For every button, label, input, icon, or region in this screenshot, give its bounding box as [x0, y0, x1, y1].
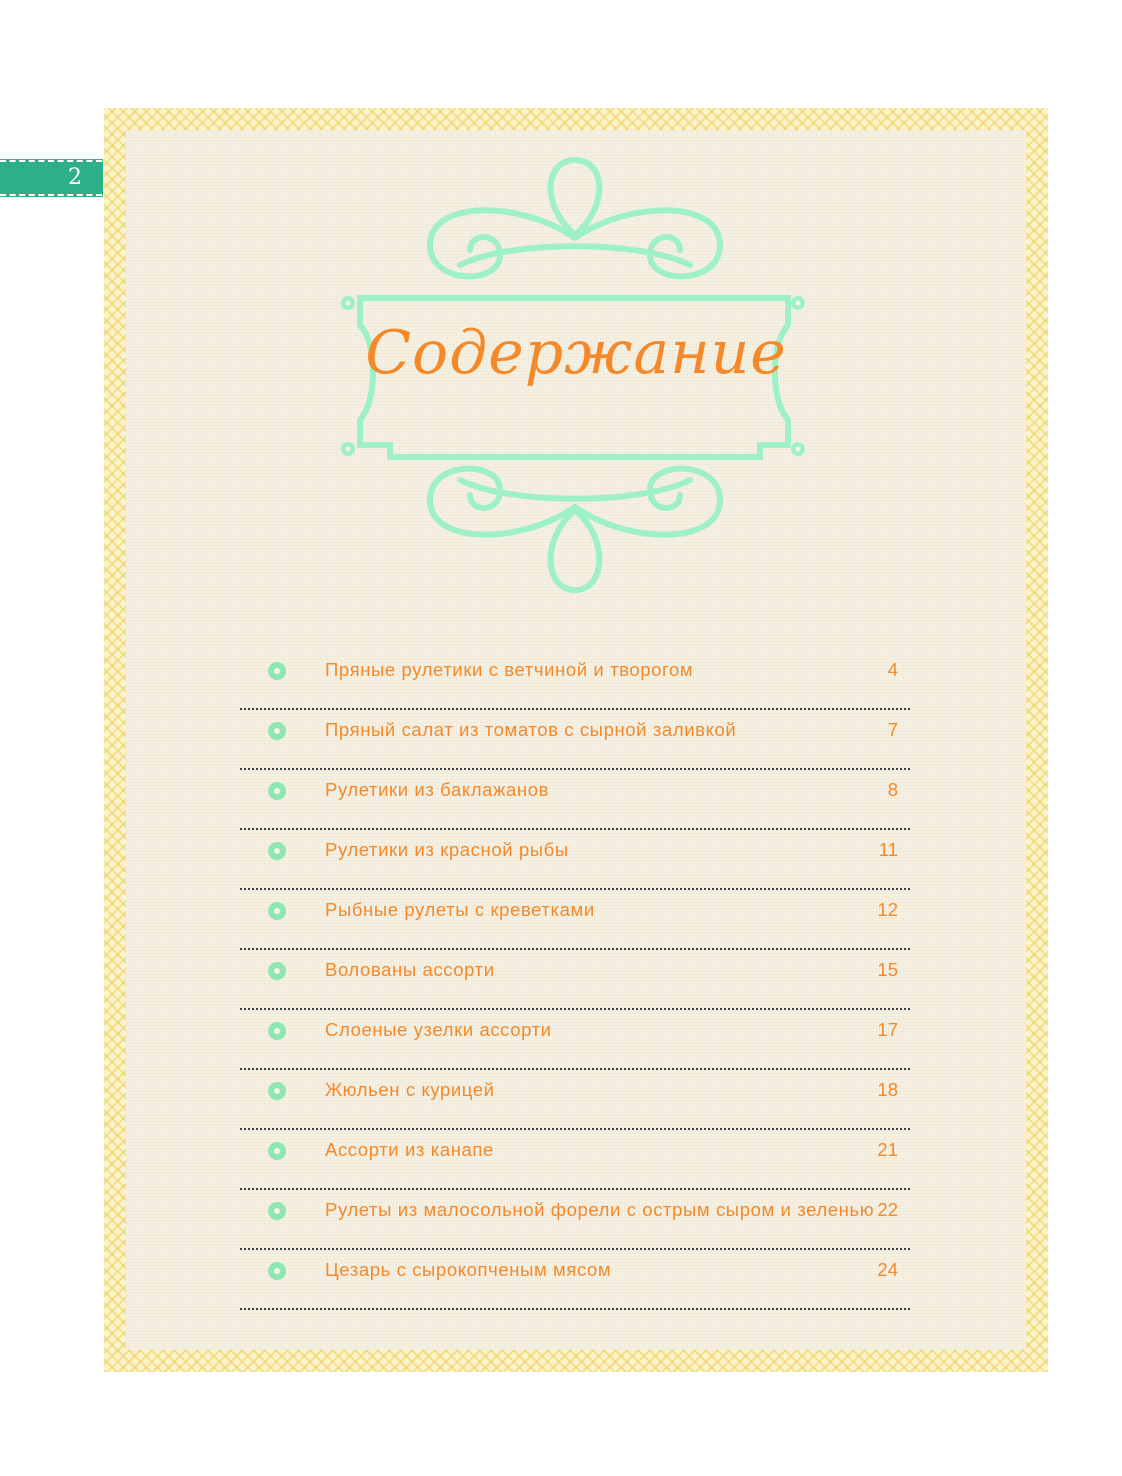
toc-entry[interactable] — [240, 770, 910, 830]
ring-bullet-icon — [268, 1262, 286, 1280]
toc-entry[interactable] — [240, 830, 910, 890]
toc-entry[interactable] — [240, 1250, 910, 1310]
toc-entry-page: 7 — [887, 719, 898, 740]
toc-entry-page: 24 — [877, 1259, 898, 1280]
toc-entry-page: 18 — [877, 1079, 898, 1100]
toc-entry-title: Пряные рулетики с ветчиной и творогом — [325, 659, 694, 680]
toc-entry-title: Цезарь с сырокопченым мясом — [325, 1259, 612, 1280]
toc-entry-title: Рулетики из красной рыбы — [325, 839, 569, 860]
table-of-contents — [240, 650, 910, 1310]
toc-entry[interactable] — [240, 950, 910, 1010]
toc-entry[interactable] — [240, 1190, 910, 1250]
ring-bullet-icon — [268, 842, 286, 860]
page-number: 2 — [68, 165, 82, 190]
ring-bullet-icon — [268, 722, 286, 740]
ring-bullet-icon — [268, 1082, 286, 1100]
toc-entry-page: 12 — [877, 899, 898, 920]
page-title: Содержание — [365, 318, 787, 388]
toc-entry-page: 8 — [887, 779, 898, 800]
toc-entry-title: Слоеные узелки ассорти — [325, 1019, 552, 1040]
toc-entry[interactable] — [240, 1130, 910, 1190]
toc-entry-title: Рыбные рулеты с креветками — [325, 899, 595, 920]
toc-entry[interactable] — [240, 1010, 910, 1070]
toc-entry-page: 15 — [877, 959, 898, 980]
toc-entry-title: Пряный салат из томатов с сырной заливкой — [325, 719, 737, 740]
ring-bullet-icon — [268, 902, 286, 920]
toc-entry[interactable] — [240, 890, 910, 950]
ring-bullet-icon — [268, 782, 286, 800]
ring-bullet-icon — [268, 1022, 286, 1040]
toc-entry[interactable] — [240, 710, 910, 770]
ring-bullet-icon — [268, 1142, 286, 1160]
toc-entry-title: Рулеты из малосольной форели с острым сыром и зеленью — [325, 1199, 875, 1220]
toc-entry-title: Ассорти из канапе — [325, 1139, 494, 1160]
toc-entry-page: 17 — [877, 1019, 898, 1040]
toc-entry-page: 4 — [887, 659, 898, 680]
toc-entry[interactable] — [240, 1070, 910, 1130]
toc-entry-title: Рулетики из баклажанов — [325, 779, 550, 800]
ring-bullet-icon — [268, 662, 286, 680]
ring-bullet-icon — [268, 1202, 286, 1220]
ring-bullet-icon — [268, 962, 286, 980]
toc-entry[interactable] — [240, 650, 910, 710]
toc-entry-page: 11 — [878, 839, 898, 860]
toc-entry-page: 22 — [877, 1199, 898, 1220]
toc-entry-title: Волованы ассорти — [325, 959, 495, 980]
toc-entry-page: 21 — [877, 1139, 898, 1160]
toc-entry-title: Жюльен с курицей — [325, 1079, 495, 1100]
